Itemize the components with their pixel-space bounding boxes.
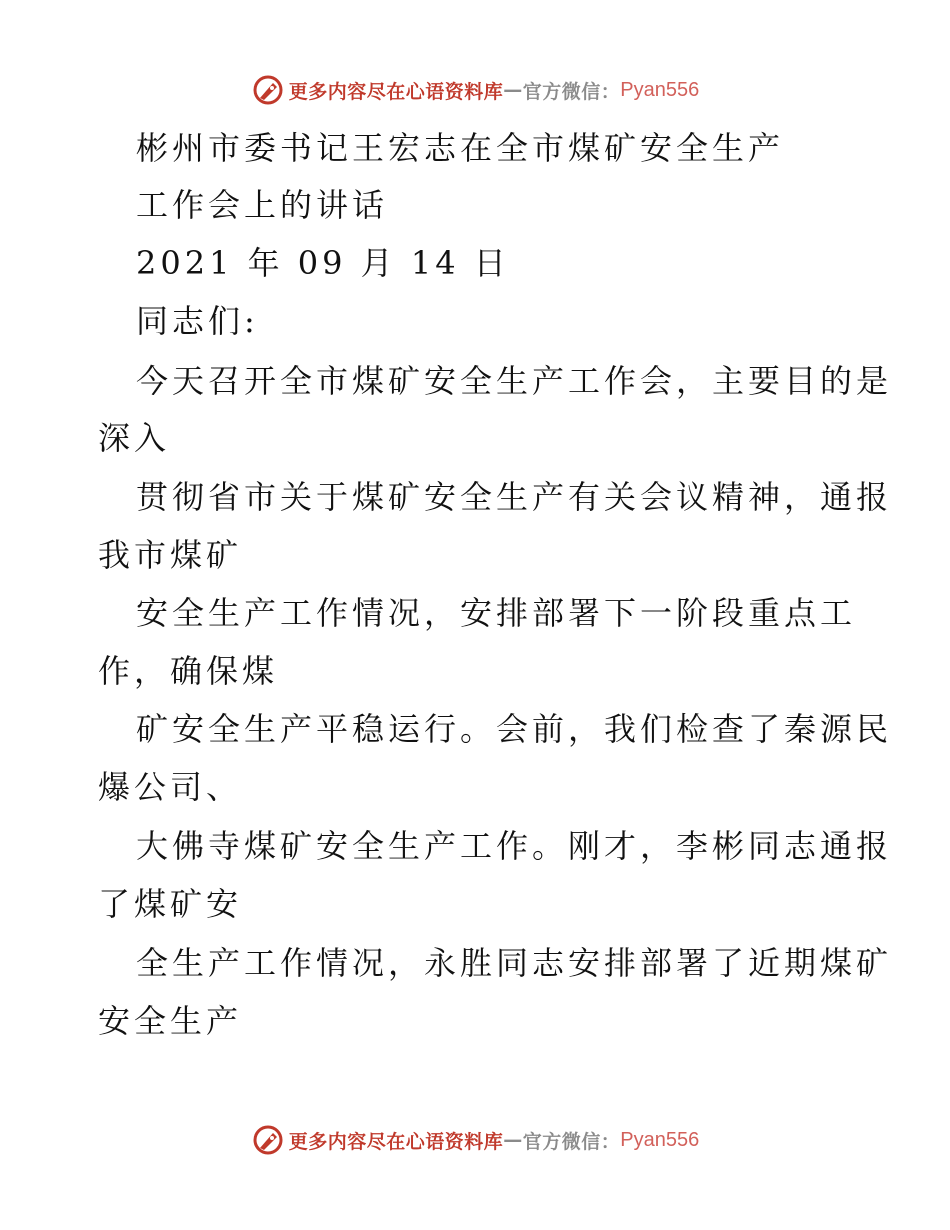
paragraph-line: 安全生产工作情况，安排部署下一阶段重点工 <box>136 594 857 632</box>
watermark-sub-text: 官方微信： <box>522 1130 621 1153</box>
paragraph-line: 我市煤矿 <box>98 536 243 574</box>
paragraph-line: 大佛寺煤矿安全生产工作。刚才，李彬同志通报 <box>136 827 893 865</box>
document-salutation: 同志们: <box>136 302 259 340</box>
document-title-line-2: 工作会上的讲话 <box>136 186 389 224</box>
header-watermark <box>0 72 950 108</box>
watermark-main-text: 更多内容尽在心语资料库 <box>288 1130 504 1153</box>
paragraph-line: 了煤矿安 <box>98 885 243 923</box>
watermark-dash: — <box>503 1129 523 1151</box>
paragraph-line: 今天召开全市煤矿安全生产工作会，主要目的是 <box>136 362 893 400</box>
paragraph-line: 作，确保煤 <box>98 652 279 690</box>
document-title-line-1: 彬州市委书记王宏志在全市煤矿安全生产 <box>136 129 785 167</box>
paragraph-line: 深入 <box>98 419 171 457</box>
paragraph-line: 贯彻省市关于煤矿安全生产有关会议精神，通报 <box>136 478 893 516</box>
pen-nib-circle-icon <box>251 73 285 107</box>
watermark-main-text: 更多内容尽在心语资料库 <box>288 80 504 103</box>
paragraph-line: 矿安全生产平稳运行。会前，我们检查了秦源民 <box>136 710 893 748</box>
pen-nib-circle-icon <box>251 1123 285 1157</box>
paragraph-line: 安全生产 <box>98 1002 243 1040</box>
footer-watermark <box>0 1122 950 1158</box>
watermark-sub-text: 官方微信： <box>522 80 621 103</box>
document-date: 2021 年 09 月 14 日 <box>136 244 510 282</box>
watermark-dash: — <box>503 79 523 101</box>
watermark-wechat-id: Pyan556 <box>620 78 700 101</box>
paragraph-line: 全生产工作情况，永胜同志安排部署了近期煤矿 <box>136 944 893 982</box>
watermark-wechat-id: Pyan556 <box>620 1128 700 1151</box>
paragraph-line: 爆公司、 <box>98 768 243 806</box>
